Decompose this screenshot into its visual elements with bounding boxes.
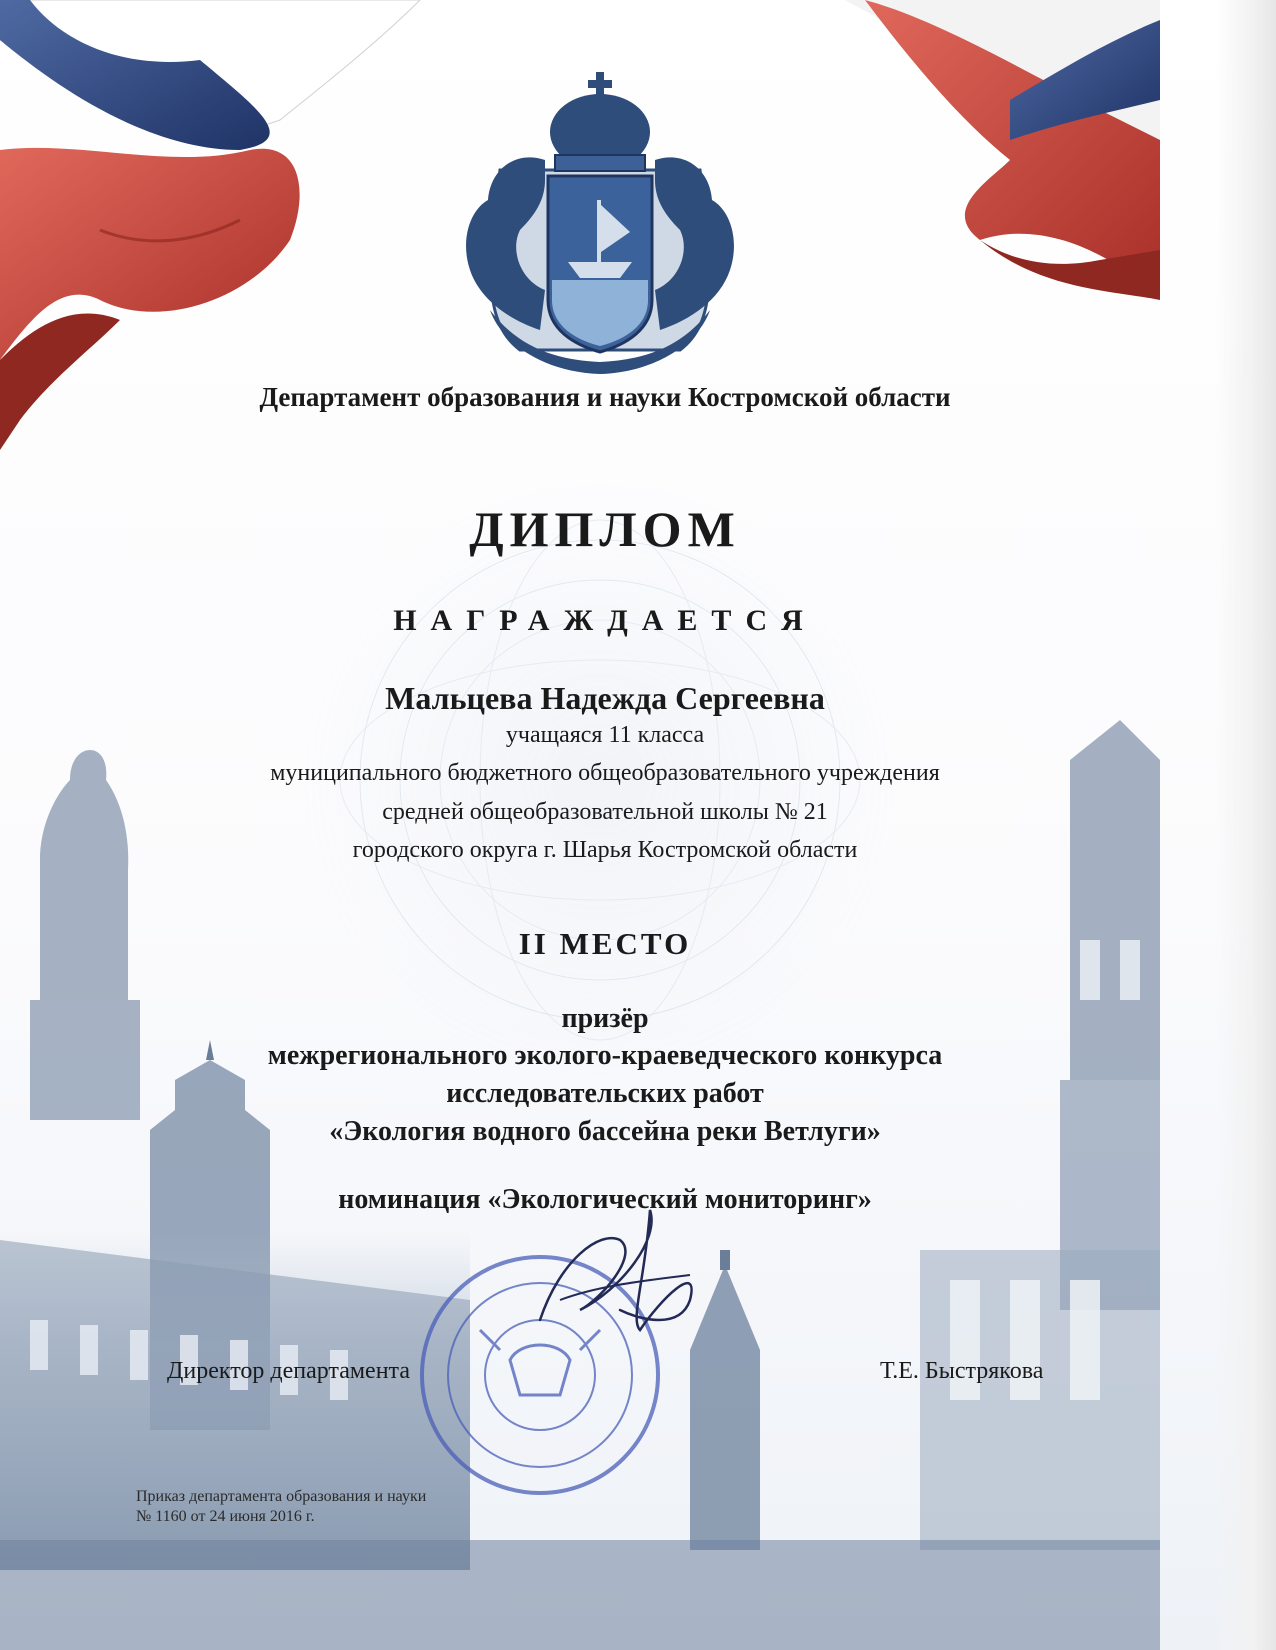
contest-theme: «Экология водного бассейна реки Ветлуги» xyxy=(329,1116,881,1147)
order-line-2: № 1160 от 24 июня 2016 г. xyxy=(136,1508,315,1525)
order-reference xyxy=(136,1487,426,1527)
recipient-school-type: муниципального бюджетного общеобразовательного учреждения xyxy=(270,760,940,786)
recipient-location: городского округа г. Шарья Костромской области xyxy=(352,837,858,863)
recipient-name: Мальцева Надежда Сергеевна xyxy=(385,680,825,716)
signatory-name: Т.Е. Быстрякова xyxy=(880,1358,1044,1384)
scan-edge-shadow xyxy=(1216,0,1276,1650)
awarded-heading: НАГРАЖДАЕТСЯ xyxy=(393,604,817,637)
coat-of-arms-emblem xyxy=(466,72,734,374)
contest-name-line1: межрегионального эколого-краеведческого конкурса xyxy=(267,1040,943,1071)
contest-name-line2: исследовательских работ xyxy=(446,1078,764,1109)
order-line-1: Приказ департамента образования и науки xyxy=(136,1488,427,1505)
signatory-position: Директор департамента xyxy=(167,1358,410,1384)
recipient-grade: учащаяся 11 класса xyxy=(505,722,705,748)
place-heading: II МЕСТО xyxy=(518,926,692,961)
department-heading: Департамент образования и науки Костромской области xyxy=(259,382,951,412)
handwritten-signature xyxy=(540,1210,692,1330)
prize-title: призёр xyxy=(561,1003,649,1034)
right-flag-ribbon xyxy=(845,0,1160,300)
diploma-title: ДИПЛОМ xyxy=(469,501,741,557)
recipient-school-name: средней общеобразовательной школы № 21 xyxy=(382,799,828,825)
nomination: номинация «Экологический мониторинг» xyxy=(338,1184,872,1215)
